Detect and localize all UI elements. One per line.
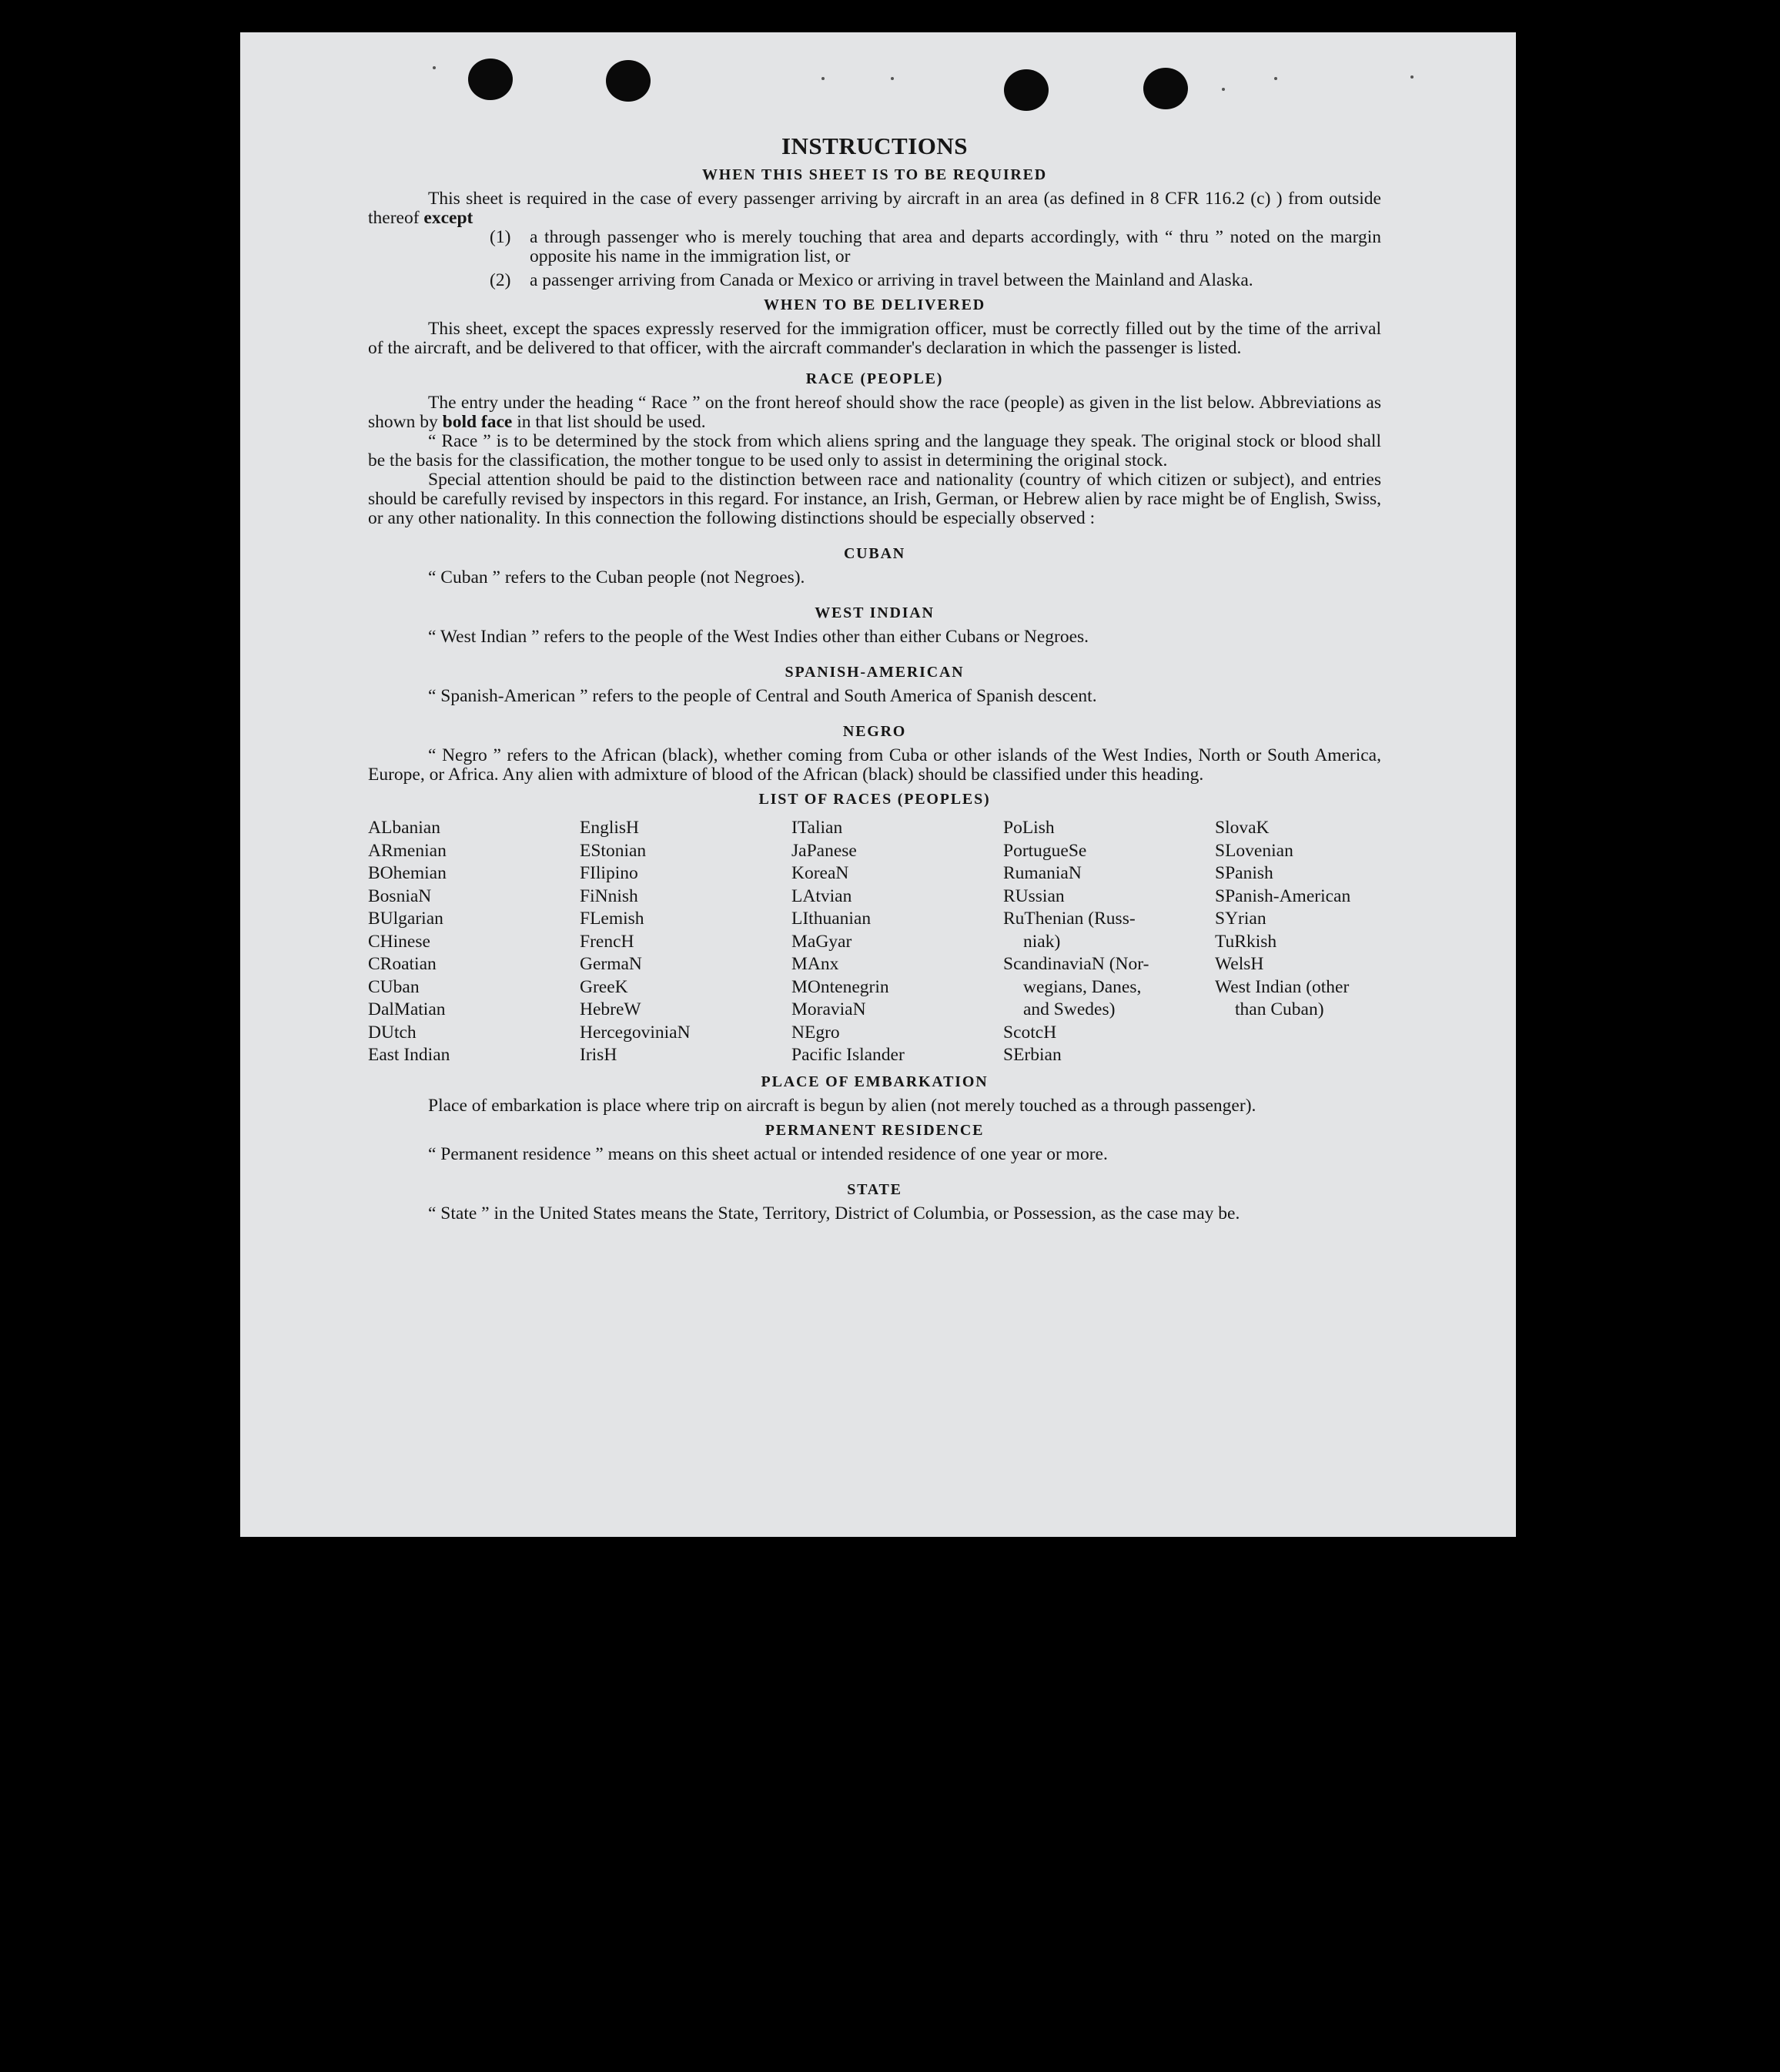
race-item: ScotcH <box>1003 1022 1057 1043</box>
heading-state: STATE <box>847 1180 902 1198</box>
races-column-1 <box>368 817 580 1067</box>
heading-permanent-residence: PERMANENT RESIDENCE <box>765 1121 985 1139</box>
instruction-sheet <box>240 32 1516 1537</box>
race-item: MAnx <box>791 954 839 974</box>
race-item: GermaN <box>580 954 642 974</box>
race-item: FLemish <box>580 909 644 929</box>
heading-spanish-american: SPANISH-AMERICAN <box>785 664 965 681</box>
race-item: MOntenegrin <box>791 976 889 997</box>
document-title: INSTRUCTIONS <box>781 132 968 159</box>
race-item: SPanish <box>1215 863 1273 883</box>
heading-negro: NEGRO <box>842 723 907 740</box>
dust-speck <box>1274 77 1277 80</box>
race-item: FIlipino <box>580 863 638 883</box>
race-item: PortugueSe <box>1003 840 1087 861</box>
race-paragraph-3: Special attention should be paid to the distinction between race and nationality (country of which citizen or subject), and entries should be carefully revised by inspectors in this regard. For instance, an Irish, German, or Hebrew alien by race might be of English, Swiss, or any other nationality. In this connection the following distinctions should be especially observed : <box>368 470 1381 528</box>
race-paragraph-1: The entry under the heading “ Race ” on the front hereof should show the race (people) as given in the list below. Abbreviations as shown by bold face in that list should be used. <box>368 393 1381 432</box>
dust-speck <box>891 77 894 80</box>
race-item: SErbian <box>1003 1045 1062 1065</box>
cuban-text: “ Cuban ” refers to the Cuban people (not Negroes). <box>428 567 805 587</box>
race-item: BUlgarian <box>368 909 443 929</box>
race-item: CRoatian <box>368 954 437 974</box>
document-body <box>368 132 1381 1223</box>
race-item: ARmenian <box>368 840 447 861</box>
bold-face-text: bold face <box>442 412 513 432</box>
punch-hole <box>468 59 513 100</box>
punch-hole <box>1004 69 1049 111</box>
dust-speck <box>821 77 825 80</box>
race-item: FiNnish <box>580 885 638 906</box>
race-item: IrisH <box>580 1045 617 1065</box>
race-item: ITalian <box>791 818 843 838</box>
races-column-4 <box>1003 817 1215 1067</box>
race-item: BosniaN <box>368 885 432 906</box>
state-text: “ State ” in the United States means the State, Territory, District of Columbia, or Possession, as the case may be. <box>428 1203 1240 1223</box>
race-item: RuThenian (Russ- <box>1003 909 1136 929</box>
race-item: DalMatian <box>368 999 446 1019</box>
negro-text: “ Negro ” refers to the African (black), whether coming from Cuba or other islands of the West Indies, North or South America, Europe, or Africa. Any alien with admixture of blood of the African (black) should be classified under this heading. <box>368 745 1381 785</box>
races-column-5 <box>1215 817 1381 1067</box>
dust-speck <box>1410 75 1414 79</box>
race-item-continuation: than Cuban) <box>1235 999 1324 1019</box>
race-item: GreeK <box>580 976 628 997</box>
race-item: ScandinaviaN (Nor- <box>1003 954 1149 974</box>
spanish-american-text: “ Spanish-American ” refers to the people of Central and South America of Spanish descent. <box>428 686 1097 706</box>
dust-speck <box>1222 88 1225 91</box>
except-bold: except <box>423 208 473 228</box>
item-number: (2) <box>490 270 511 290</box>
race-item: CHinese <box>368 931 430 952</box>
race-item-continuation: wegians, Danes, <box>1023 976 1142 997</box>
heading-west-indian: WEST INDIAN <box>815 604 935 621</box>
punch-hole <box>1143 68 1188 109</box>
race-item: HebreW <box>580 999 641 1019</box>
races-column-3 <box>791 817 1003 1067</box>
item-text: a passenger arriving from Canada or Mexico or arriving in travel between the Mainland and Alaska. <box>530 270 1253 290</box>
required-intro: This sheet is required in the case of every passenger arriving by aircraft in an area (as defined in 8 CFR 116.2 (c) ) from outside thereof except <box>368 189 1381 228</box>
races-column-2 <box>580 817 791 1067</box>
race-item: PoLish <box>1003 818 1055 838</box>
race-item: SLovenian <box>1215 840 1293 861</box>
race-item: SlovaK <box>1215 818 1270 838</box>
race-item: SPanish-American <box>1215 885 1351 906</box>
race-item: West Indian (other <box>1215 976 1350 997</box>
required-item-2 <box>490 271 1381 290</box>
heading-list-of-races: LIST OF RACES (PEOPLES) <box>758 791 991 808</box>
race-item-continuation: niak) <box>1023 931 1061 952</box>
delivered-text: This sheet, except the spaces expressly reserved for the immigration officer, must be correctly filled out by the time of the arrival of the aircraft, and be delivered to that officer, with the aircraft commander's declaration in which the passenger is listed. <box>368 319 1381 358</box>
heading-place-of-embarkation: PLACE OF EMBARKATION <box>761 1073 989 1090</box>
race-paragraph-2: “ Race ” is to be determined by the stock from which aliens spring and the language they speak. The original stock or blood shall be the basis for the classification, the mother tongue to be used only to assist in determining the original stock. <box>368 431 1381 470</box>
heading-when-delivered: WHEN TO BE DELIVERED <box>763 296 986 313</box>
race-item: EStonian <box>580 840 647 861</box>
race-item: MaGyar <box>791 931 852 952</box>
race-item: SYrian <box>1215 909 1266 929</box>
race-item: RumaniaN <box>1003 863 1082 883</box>
required-item-1 <box>490 228 1381 266</box>
heading-when-required: WHEN THIS SHEET IS TO BE REQUIRED <box>701 166 1048 183</box>
residence-text: “ Permanent residence ” means on this sheet actual or intended residence of one year or more. <box>428 1143 1108 1164</box>
dust-speck <box>433 66 436 69</box>
race-item: RUssian <box>1003 885 1065 906</box>
race-item: CUban <box>368 976 420 997</box>
races-list <box>368 817 1381 1067</box>
race-item: BOhemian <box>368 863 447 883</box>
race-item: East Indian <box>368 1045 450 1065</box>
race-item: JaPanese <box>791 840 857 861</box>
race-item: TuRkish <box>1215 931 1277 952</box>
embarkation-text: Place of embarkation is place where trip on aircraft is begun by alien (not merely touched as a through passenger). <box>428 1095 1256 1116</box>
race-item: WelsH <box>1215 954 1264 974</box>
item-number: (1) <box>490 227 511 247</box>
race-item: LAtvian <box>791 885 852 906</box>
race-item-continuation: and Swedes) <box>1023 999 1116 1019</box>
heading-race: RACE (PEOPLE) <box>805 370 944 387</box>
race-item: ALbanian <box>368 818 440 838</box>
race-item: FrencH <box>580 931 634 952</box>
race-item: MoraviaN <box>791 999 866 1019</box>
west-indian-text: “ West Indian ” refers to the people of the West Indies other than either Cubans or Negroes. <box>428 627 1089 647</box>
race-item: KoreaN <box>791 863 849 883</box>
race-item: DUtch <box>368 1022 417 1043</box>
race-item: EnglisH <box>580 818 640 838</box>
race-item: HercegoviniaN <box>580 1022 691 1043</box>
punch-hole <box>606 60 651 102</box>
race-item: LIthuanian <box>791 909 872 929</box>
race-item: Pacific Islander <box>791 1045 905 1065</box>
race-item: NEgro <box>791 1022 840 1043</box>
heading-cuban: CUBAN <box>843 545 906 562</box>
item-text: a through passenger who is merely touching that area and departs accordingly, with “ thru ” noted on the margin opposite his name in the immigration list, or <box>530 227 1381 266</box>
